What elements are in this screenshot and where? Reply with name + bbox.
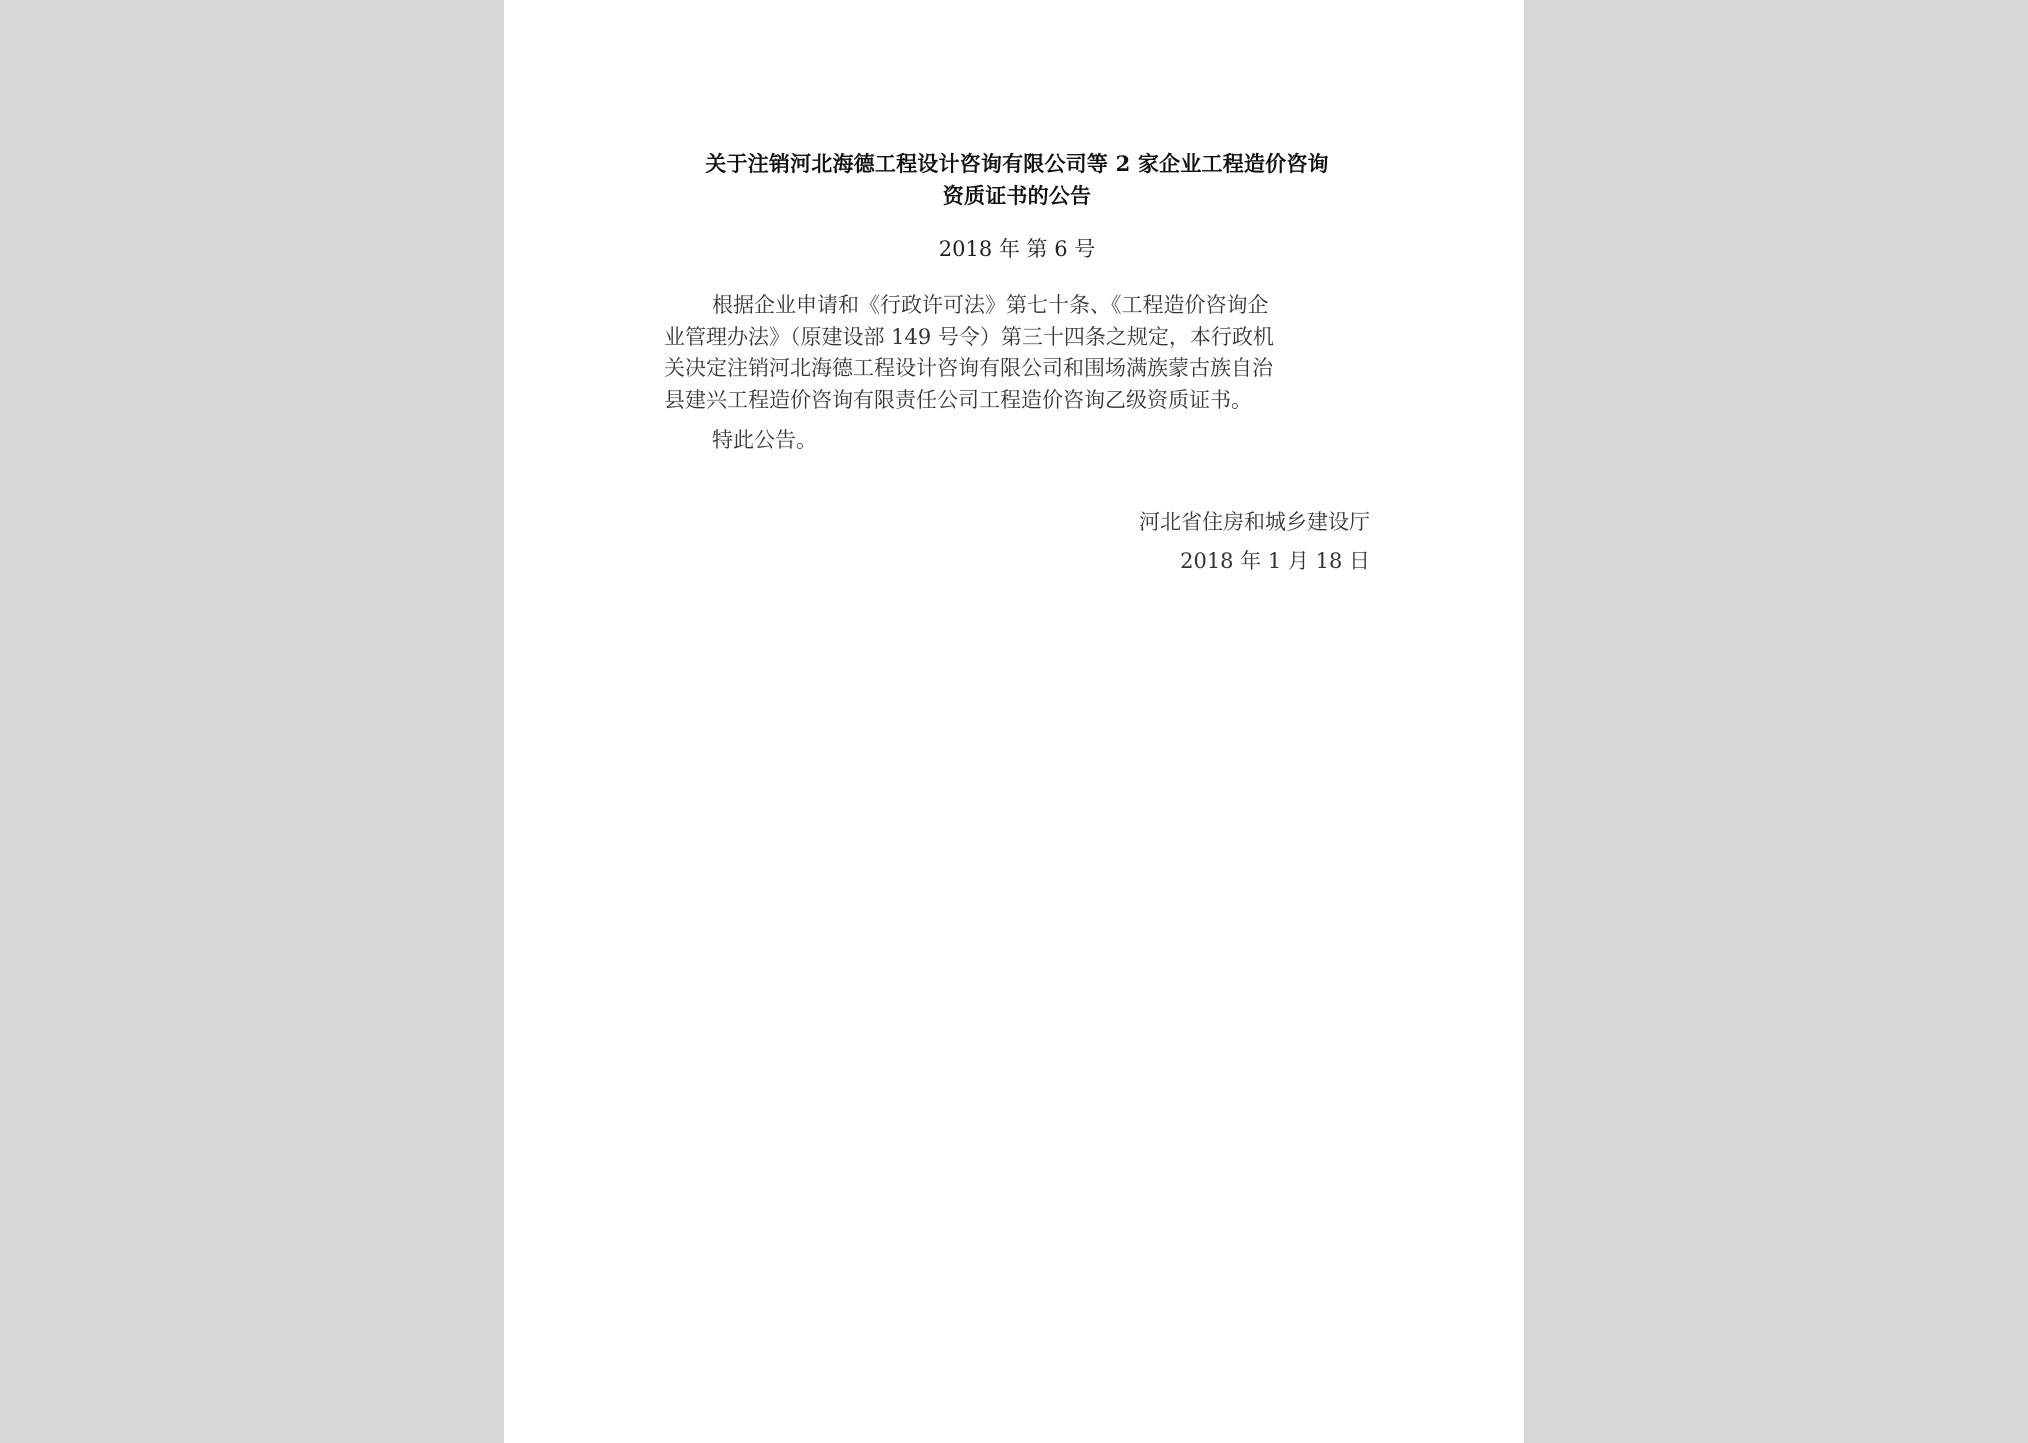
signature-block [664,503,1370,581]
announcement-title [664,148,1370,212]
body-line-1: 根据企业申请和《行政许可法》第七十条、《工程造价咨询企 [712,293,1269,317]
title-line-2: 资质证书的公告 [942,183,1092,208]
closing-text: 特此公告。 [712,428,817,452]
body-line-2: 业管理办法》（原建设部 149 号令）第三十四条之规定，本行政机 [664,324,1274,349]
issuer-name: 河北省住房和城乡建设厅 [1139,510,1370,534]
body-line-3: 关决定注销河北海德工程设计咨询有限公司和围场满族蒙古族自治 [664,356,1273,380]
announcement-body [664,290,1370,416]
document-number: 2018 年 第 6 号 [938,237,1096,261]
title-line-1: 关于注销河北海德工程设计咨询有限公司等 2 家企业工程造价咨询 [705,151,1329,176]
closing-paragraph [664,424,1370,456]
document-page [504,0,1524,1443]
issue-date: 2018 年 1 月 18 日 [1180,549,1370,573]
body-line-4: 县建兴工程造价咨询有限责任公司工程造价咨询乙级资质证书。 [664,387,1252,412]
